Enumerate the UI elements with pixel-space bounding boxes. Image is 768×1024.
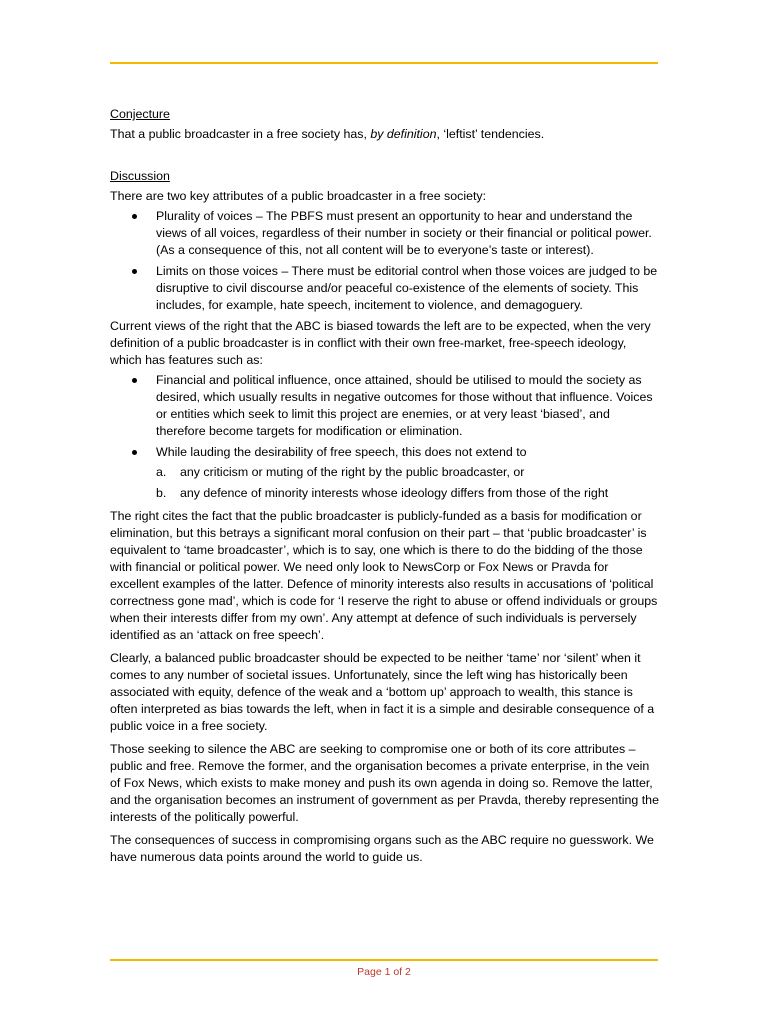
conjecture-statement xyxy=(110,126,660,143)
list-item: Financial and political influence, once attained, should be utilised to mould the society as desired, which usually results in negative outcomes for those without that influence. Voices or entities which seek to limit this project are enemies, or at very least ‘biased’, and therefore become targets for modification or elimination. xyxy=(110,372,660,440)
sub-list-marker: b. xyxy=(156,486,167,500)
header-rule xyxy=(110,62,658,64)
sub-list-text: any defence of minority interests whose ideology differs from those of the right xyxy=(180,486,609,500)
body-paragraph: The consequences of success in compromising organs such as the ABC require no guesswork. We have numerous data points around the world to guide us. xyxy=(110,833,654,864)
features-list xyxy=(110,372,660,502)
list-item: Limits on those voices – There must be editorial control when those voices are judged to be disruptive to civil discourse and/or peaceful co-existence of the elements of society. This includes, for example, hate speech, incitement to violence, and demagoguery. xyxy=(110,263,660,314)
footer-rule xyxy=(110,959,658,961)
sub-list-item xyxy=(156,485,660,502)
discussion-intro: There are two key attributes of a public broadcaster in a free society: xyxy=(110,189,487,203)
body-paragraph: Those seeking to silence the ABC are seeking to compromise one or both of its core attributes – public and free. Remove the former, and the organisation becomes a private enterprise, in the vein of Fox News, which exists to make money and push its own agenda in doing so. Remove the latter, and the organisation becomes an instrument of government as per Pravda, thereby representing the interests of the politically powerful. xyxy=(110,742,659,824)
sub-list-text: any criticism or muting of the right by the public broadcaster, or xyxy=(180,465,525,479)
document-body xyxy=(110,106,660,866)
page-number: Page 1 of 2 xyxy=(357,966,411,978)
sub-list-item xyxy=(156,464,660,481)
discussion-heading: Discussion xyxy=(110,169,170,183)
sub-list xyxy=(156,464,660,502)
list-item-text: While lauding the desirability of free speech, this does not extend to xyxy=(156,445,527,459)
conjecture-text-end: , ‘leftist’ tendencies. xyxy=(436,127,545,141)
list-item: Plurality of voices – The PBFS must present an opportunity to hear and understand the views of all voices, regardless of their number in society or their financial or political power. (As a consequence of this, not all content will be to everyone’s taste or interest). xyxy=(110,208,660,259)
body-paragraph: Clearly, a balanced public broadcaster should be expected to be neither ‘tame’ nor ‘silent’ when it comes to any number of societal issues. Unfortunately, since the left wing has historically been associated with equity, defence of the weak and a ‘bottom up’ approach to wealth, this stance is often interpreted as bias towards the left, when in fact it is a simple and desirable consequence of a public voice in a free society. xyxy=(110,651,655,733)
conjecture-italic-text: by definition xyxy=(370,127,437,141)
body-paragraph: The right cites the fact that the public broadcaster is publicly-funded as a basis for modification or elimination, but this betrays a significant moral confusion on their part – that ‘public broadcaster’ is equivalent to ‘tame broadcaster’, which is to say, one which is there to do the bidding of the those with financial or political power. We need only look to NewsCorp or Fox News or Pravda for excellent examples of the latter. Defence of minority interests also results in accusations of ‘political correctness gone mad’, which is code for ‘I reserve the right to abuse or offend individuals or groups when their interests differ from my own’. Any attempt at defence of such individuals is perversely identified as an ‘attack on free speech’. xyxy=(110,509,658,642)
views-paragraph: Current views of the right that the ABC is biased towards the left are to be expected, when the very definition of a public broadcaster is in conflict with their own free-market, free-speech ideology, which has features such as: xyxy=(110,319,651,367)
conjecture-text-start: That a public broadcaster in a free society has, xyxy=(110,127,371,141)
attributes-list xyxy=(110,208,660,314)
conjecture-heading: Conjecture xyxy=(110,107,170,121)
sub-list-marker: a. xyxy=(156,465,167,479)
list-item xyxy=(110,444,660,502)
